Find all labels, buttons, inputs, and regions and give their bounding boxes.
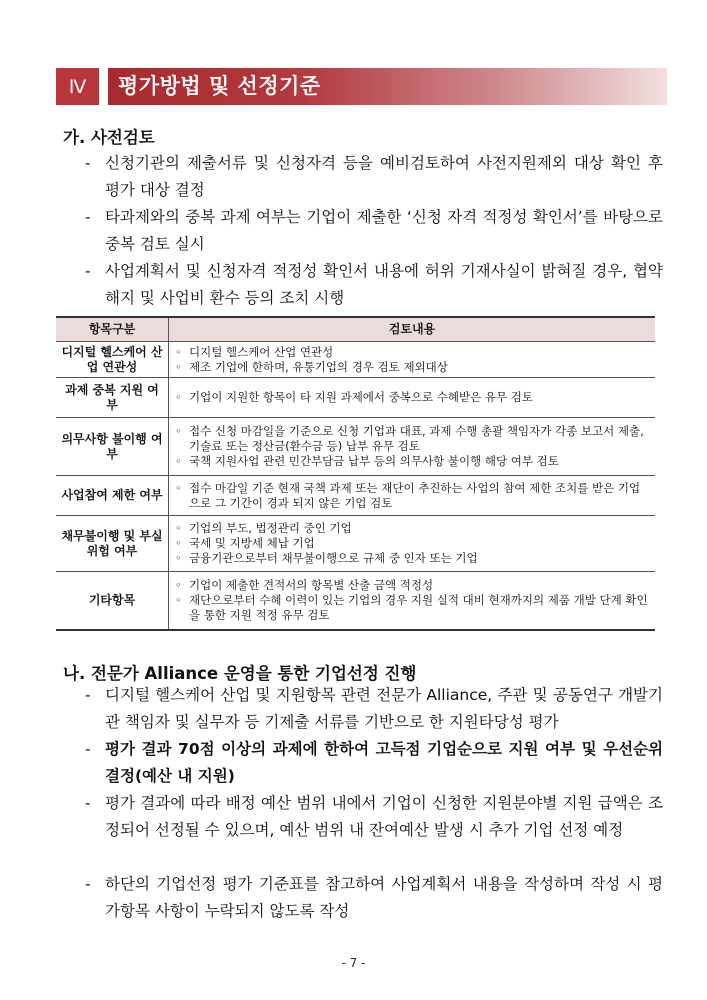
bullet-circle: ◦ bbox=[175, 390, 182, 404]
bullet-circle: ◦ bbox=[175, 454, 182, 468]
bullet-dash: - bbox=[85, 208, 91, 226]
table-content-cell bbox=[169, 342, 656, 378]
bullet-circle: ◦ bbox=[175, 344, 182, 359]
table-item-text: 접수 신청 마감일을 기준으로 신청 기업과 대표, 과제 수행 총괄 책임자가 각종 보고서 제출, 기술료 또는 정산금(환수금 등) 납부 유무 검토 bbox=[189, 424, 644, 453]
table-item-text: 재단으로부터 수혜 이력이 있는 기업의 경우 지원 실적 대비 현재까지의 제품 개발 단계 확인을 통한 지원 적정 유무 검토 bbox=[189, 592, 648, 622]
bullet-circle: ◦ bbox=[175, 551, 182, 565]
table-header-content: 검토내용 bbox=[169, 317, 656, 342]
table-item-text: 기업이 제출한 견적서의 항목별 산출 금액 적정성 bbox=[189, 577, 434, 592]
subsection-heading-a: 가. 사전검토 bbox=[63, 128, 155, 147]
table-item-text: 기업이 지원한 항목이 타 지원 과제에서 중복으로 수혜받은 유무 검토 bbox=[189, 390, 533, 404]
section-title-bar bbox=[108, 68, 667, 105]
table-item-text: 기업의 부도, 법정관리 중인 기업 bbox=[189, 521, 352, 535]
bullet-dash: - bbox=[85, 686, 91, 704]
bullet-item bbox=[85, 204, 663, 258]
bullet-text: 타과제와의 중복 과제 여부는 기업이 제출한 ‘신청 자격 적정성 확인서’를 바탕으로 중복 검토 실시 bbox=[105, 208, 663, 253]
section-number-box bbox=[56, 68, 99, 105]
table-item-text: 금융기관으로부터 채무불이행으로 규제 중 인자 또는 기업 bbox=[189, 551, 478, 565]
table-item-text: 접수 마감일 기준 현재 국책 과제 또는 재단이 추진하는 사업의 참여 제한 조치를 받은 기업으로 그 기간이 경과 되지 않은 기업 검토 bbox=[189, 480, 641, 510]
bullet-item bbox=[85, 258, 663, 312]
table-content-cell bbox=[169, 378, 656, 418]
table-header-category: 항목구분 bbox=[56, 317, 169, 342]
bullet-text: 평가 결과 70점 이상의 과제에 한하여 고득점 기업순으로 지원 여부 및 우선순위 결정(예산 내 지원) bbox=[105, 740, 663, 785]
table-header-row bbox=[56, 317, 655, 342]
table-category-cell: 사업참여 제한 여부 bbox=[56, 476, 169, 516]
table-list-item bbox=[173, 345, 651, 360]
bullet-circle: ◦ bbox=[175, 536, 182, 550]
table-category-cell: 의무사항 불이행 여부 bbox=[56, 418, 169, 476]
table-list-item bbox=[173, 536, 651, 551]
page-number: - 7 - bbox=[341, 956, 366, 970]
table-content-cell bbox=[169, 516, 656, 572]
table-category-cell: 기타항목 bbox=[56, 572, 169, 630]
section-number: Ⅳ bbox=[68, 75, 87, 98]
table-list-item bbox=[173, 360, 651, 375]
bullet-circle: ◦ bbox=[175, 480, 182, 495]
table-list-item bbox=[173, 551, 651, 566]
table-row bbox=[56, 572, 655, 630]
table-category-cell: 과제 중복 지원 여부 bbox=[56, 378, 169, 418]
table-list-item bbox=[173, 521, 651, 536]
bullet-item bbox=[85, 150, 663, 204]
bullet-text: 하단의 기업선정 평가 기준표를 참고하여 사업계획서 내용을 작성하며 작성 시 평가항목 사항이 누락되지 않도록 작성 bbox=[105, 875, 663, 920]
bullet-text: 평가 결과에 따라 배정 예산 범위 내에서 기업이 신청한 지원분야별 지원 급액은 조정되어 선정될 수 있으며, 예산 범위 내 잔여예산 발생 시 추가 기업 선정 예정 bbox=[105, 794, 663, 839]
bullet-circle: ◦ bbox=[175, 521, 182, 535]
table-item-text: 제조 기업에 한하며, 유통기업의 경우 검토 제외대상 bbox=[189, 359, 448, 374]
bullet-dash: - bbox=[85, 794, 91, 812]
bullet-circle: ◦ bbox=[175, 359, 182, 374]
table-content-cell bbox=[169, 476, 656, 516]
bullet-dash: - bbox=[85, 875, 91, 893]
table-category-cell: 디지털 헬스케어 산업 연관성 bbox=[56, 342, 169, 378]
bullet-item bbox=[85, 682, 663, 736]
table-list-item bbox=[173, 454, 651, 469]
table-row bbox=[56, 476, 655, 516]
bullet-circle: ◦ bbox=[175, 592, 182, 607]
bullet-circle: ◦ bbox=[175, 424, 182, 438]
review-criteria-table bbox=[56, 316, 655, 631]
table-list-item bbox=[173, 481, 651, 511]
table-item-text: 국세 및 지방세 체납 기업 bbox=[189, 536, 315, 550]
section-title: 평가방법 및 선정기준 bbox=[118, 74, 321, 98]
bullet-text: 사업계획서 및 신청자격 적정성 확인서 내용에 허위 기재사실이 밝혀질 경우, 협약 해지 및 사업비 환수 등의 조치 시행 bbox=[105, 262, 663, 307]
bullet-item bbox=[85, 790, 663, 844]
table-row bbox=[56, 378, 655, 418]
table-row bbox=[56, 516, 655, 572]
table-list-item bbox=[173, 593, 651, 623]
table-row bbox=[56, 342, 655, 378]
bullet-item-emphasis bbox=[85, 736, 663, 790]
section-header bbox=[56, 68, 667, 105]
bullet-text: 디지털 헬스케어 산업 및 지원항목 관련 전문가 Alliance, 주관 및 공동연구 개발기관 책임자 및 실무자 등 기제출 서류를 기반으로 한 지원타당성 평가 bbox=[105, 686, 663, 731]
table-content-cell bbox=[169, 572, 656, 630]
bullet-item bbox=[85, 871, 663, 925]
table-category-cell: 채무불이행 및 부실 위험 여부 bbox=[56, 516, 169, 572]
bullet-dash: - bbox=[85, 740, 91, 758]
subsection-heading-b: 나. 전문가 Alliance 운영을 통한 기업선정 진행 bbox=[63, 664, 417, 683]
bullet-dash: - bbox=[85, 262, 91, 280]
bullet-text: 신청기관의 제출서류 및 신청자격 등을 예비검토하여 사전지원제외 대상 확인 후 평가 대상 결정 bbox=[105, 154, 663, 199]
bullet-dash: - bbox=[85, 154, 91, 172]
table-row bbox=[56, 418, 655, 476]
table-item-text: 국책 지원사업 관련 민간부담금 납부 등의 의무사항 불이행 해당 여부 검토 bbox=[189, 454, 559, 468]
bullet-circle: ◦ bbox=[175, 577, 182, 592]
table-content-cell bbox=[169, 418, 656, 476]
table-list-item bbox=[173, 424, 651, 454]
table-list-item bbox=[173, 578, 651, 593]
table-item-text: 디지털 헬스케어 산업 연관성 bbox=[189, 344, 334, 359]
table-list-item bbox=[173, 390, 651, 405]
